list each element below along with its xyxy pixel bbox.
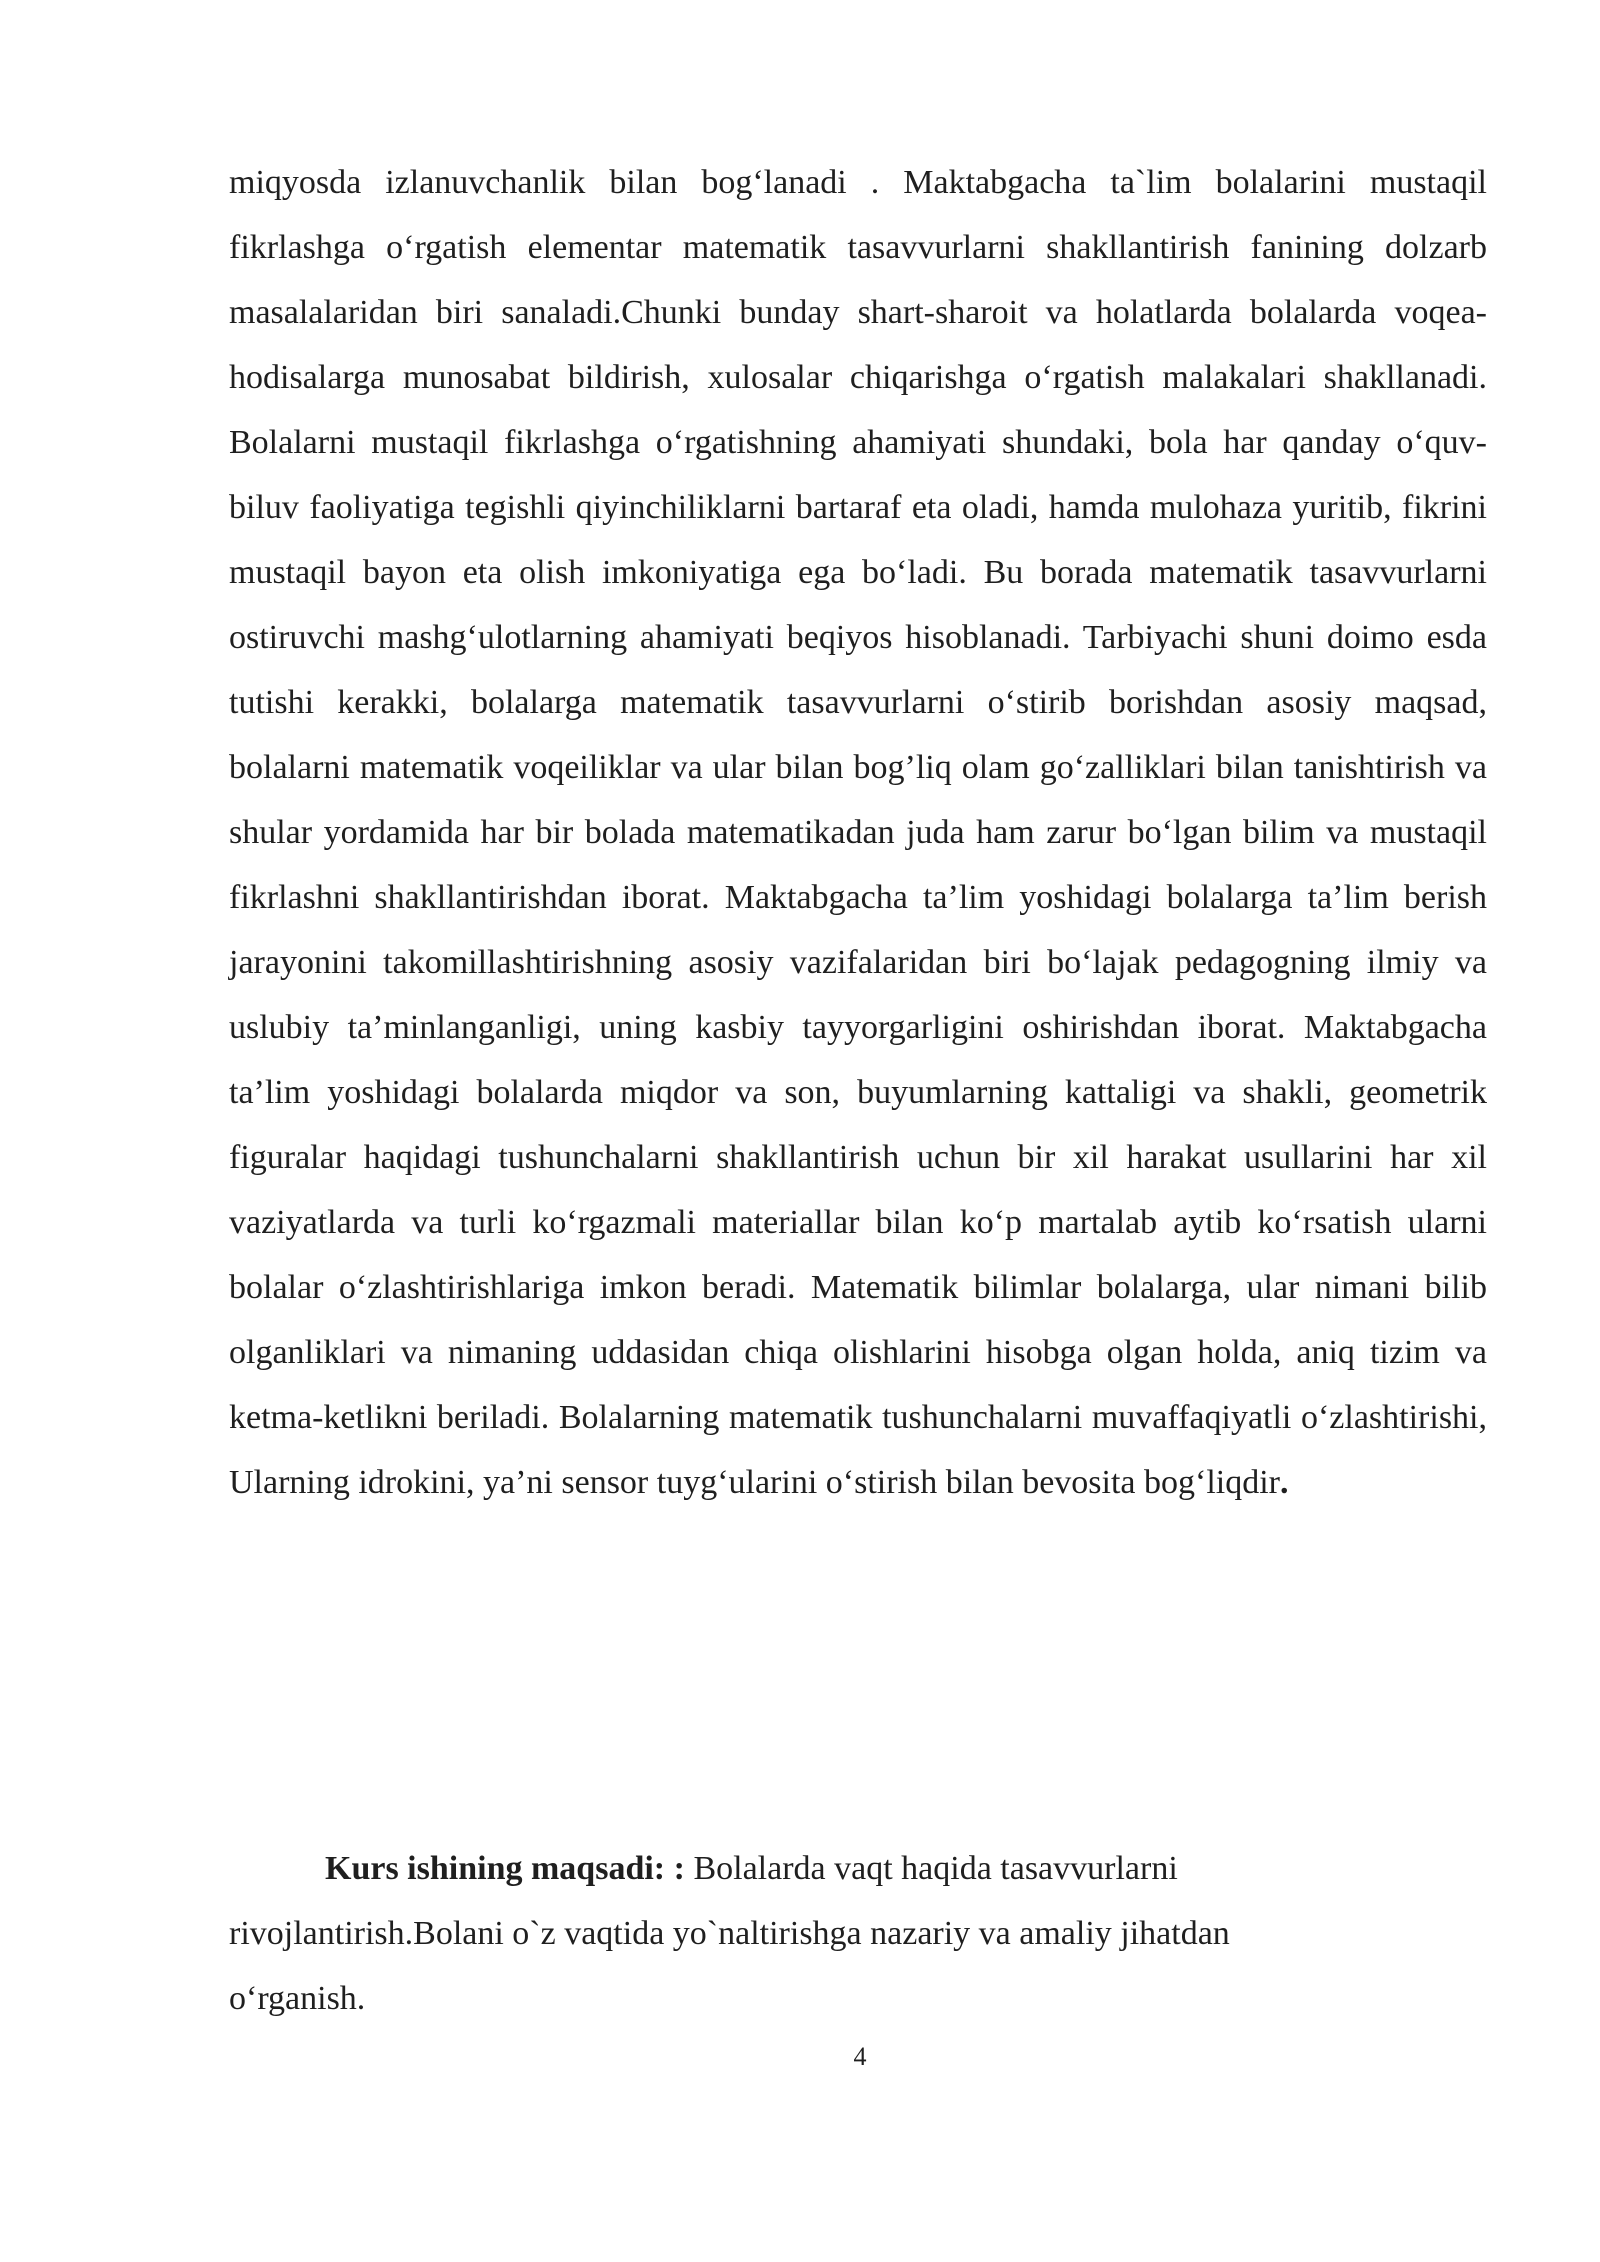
course-goal-text: Bolalarda vaqt haqida tasavvurlarni rivojlantirish.Bolani o`z vaqtida yo`naltirishga nazariy va amaliy jihatdan o‘rganish. bbox=[229, 1850, 1230, 2017]
main-paragraph-text: miqyosda izlanuvchanlik bilan bog‘lanadi . Maktabgacha ta`lim bolalarini mustaqil fikrlashga o‘rgatish elementar matematik tasavvurlarni shakllantirish fanining dolzarb masalalaridan biri sanaladi.Chunki bunday shart-sharoit va holatlarda bolalarda voqea-hodisalarga munosabat bildirish, xulosalar chiqarishga o‘rgatish malakalari shakllanadi. Bolalarni mustaqil fikrlashga o‘rgatishning ahamiyati shundaki, bola har qanday o‘quv-biluv faoliyatiga tegishli qiyinchiliklarni bartaraf eta oladi, hamda mulohaza yuritib, fikrini mustaqil bayon eta olish imkoniyatiga ega bo‘ladi. Bu borada matematik tasavvurlarni ostiruvchi mashg‘ulotlarning ahamiyati beqiyos hisoblanadi. Tarbiyachi shuni doimo esda tutishi kerakki, bolalarga matematik tasavvurlarni o‘stirib borishdan asosiy maqsad, bolalarni matematik voqeiliklar va ular bilan bog’liq olam go‘zalliklari bilan tanishtirish va shular yordamida har bir bolada matematikadan juda ham zarur bo‘lgan bilim va mustaqil fikrlashni shakllantirishdan iborat. Maktabgacha ta’lim yoshidagi bolalarga ta’lim berish jarayonini takomillashtirishning asosiy vazifalaridan biri bo‘lajak pedagogning ilmiy va uslubiy ta’minlanganligi, uning kasbiy tayyorgarligini oshirishdan iborat. Maktabgacha ta’lim yoshidagi bolalarda miqdor va son, buyumlarning kattaligi va shakli, geometrik figuralar haqidagi tushunchalarni shakllantirish uchun bir xil harakat usullarini har xil vaziyatlarda va turli ko‘rgazmali materiallar bilan ko‘p martalab aytib ko‘rsatish ularni bolalar o‘zlashtirishlariga imkon beradi. Matematik bilimlar bolalarga, ular nimani bilib olganliklari va nimaning uddasidan chiqa olishlarini hisobga olgan holda, aniq tizim va ketma-ketlikni beriladi. Bolalarning matematik tushunchalarni muvaffaqiyatli o‘zlashtirishi, Ularning idrokini, ya’ni sensor tuyg‘ularini o‘stirish bilan bevosita bog‘liqdir bbox=[229, 164, 1487, 1501]
course-goal-paragraph bbox=[229, 1836, 1369, 2031]
main-paragraph-end: . bbox=[1280, 1464, 1289, 1501]
course-goal-label: Kurs ishining maqsadi: : bbox=[325, 1850, 685, 1887]
main-paragraph bbox=[229, 150, 1487, 1515]
page-number: 4 bbox=[853, 2042, 867, 2071]
